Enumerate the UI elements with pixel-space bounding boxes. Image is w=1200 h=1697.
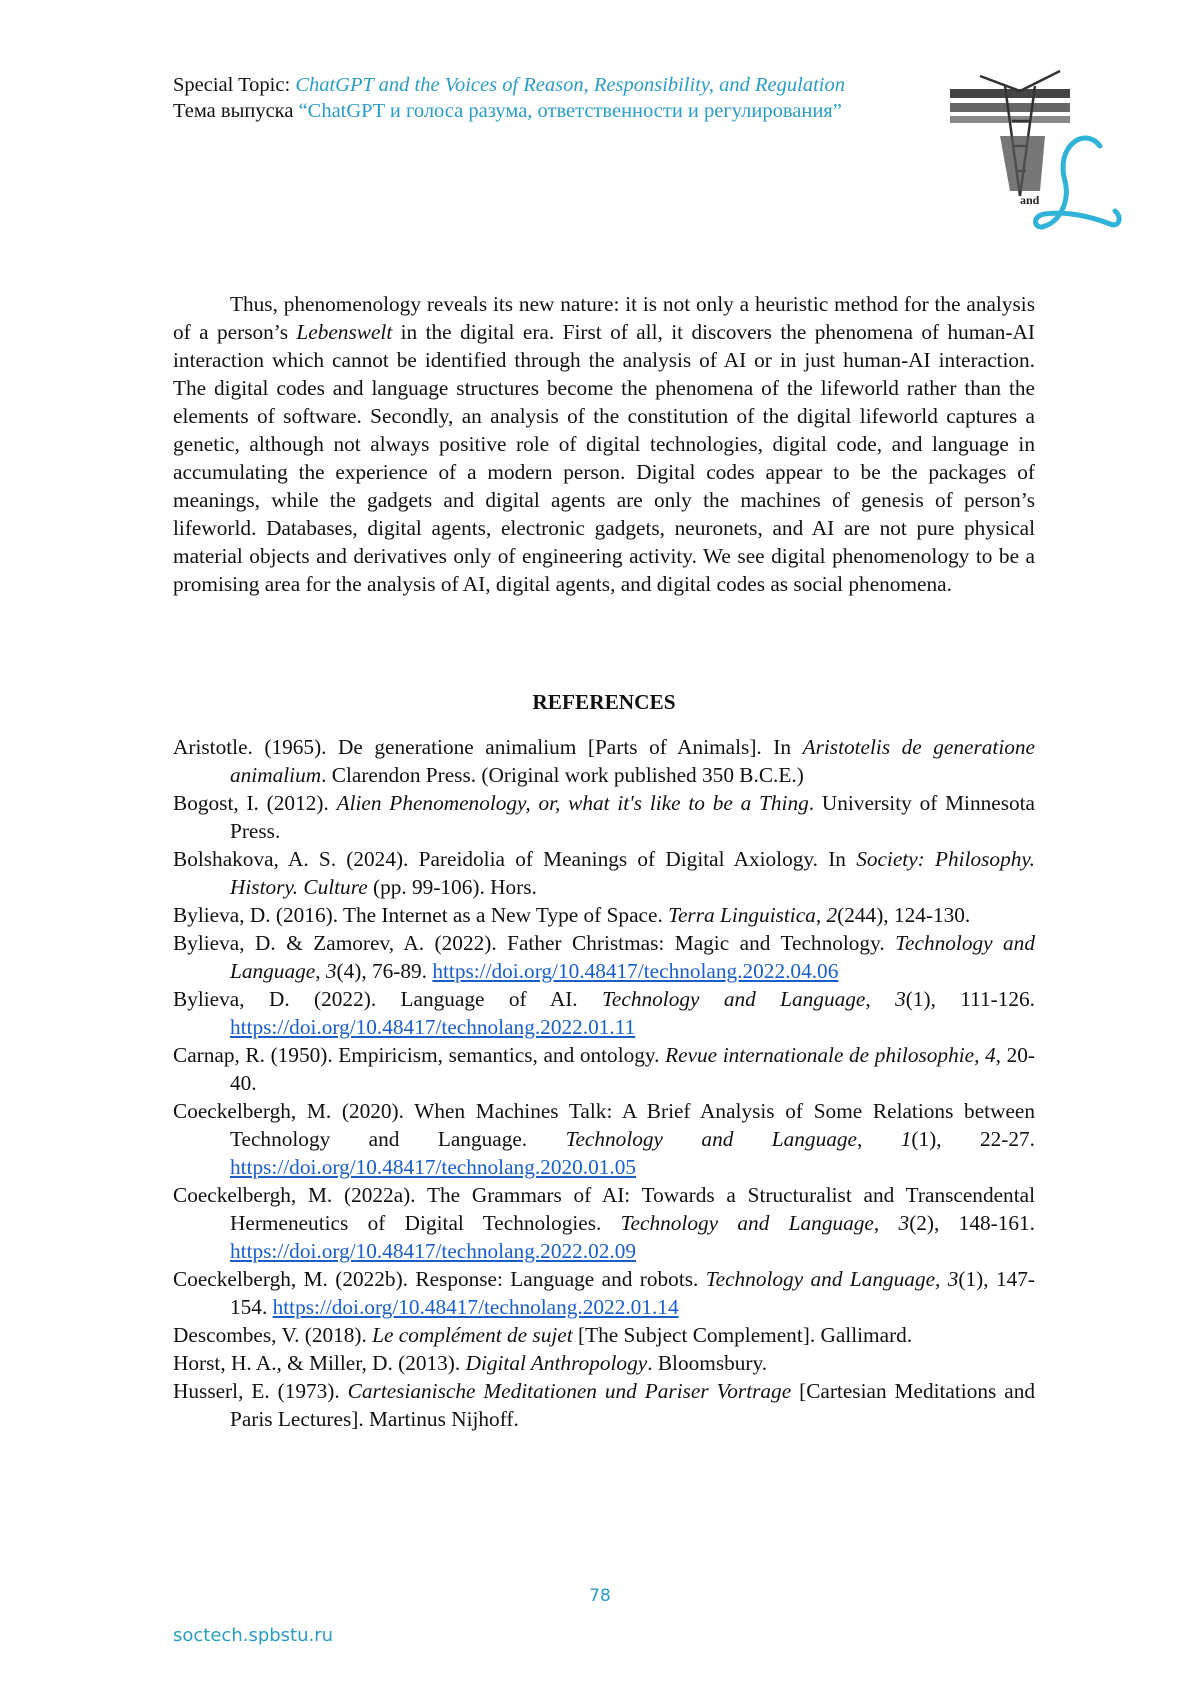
reference-item: Bylieva, D. (2016). The Internet as a New Type of Space. Terra Linguistica, 2(244), 124-130. [173, 903, 971, 927]
special-topic-title-en: ChatGPT and the Voices of Reason, Responsibility, and Regulation [295, 74, 845, 96]
reference-item: Coeckelbergh, M. (2022a). The Grammars of AI: Towards a Structuralist and Transcendental Hermeneutics of Digital Technologies. Technology and Language, 3(2), 148-161. https://doi.org/10.48417/technolang.2022.02.09 [173, 1183, 1035, 1263]
reference-item: Husserl, E. (1973). Cartesianische Meditationen und Pariser Vortrage [Cartesian Meditations and Paris Lectures]. Martinus Nijhoff. [173, 1379, 1035, 1431]
journal-header [173, 72, 845, 124]
reference-item: Coeckelbergh, M. (2020). When Machines Talk: A Brief Analysis of Some Relations between Technology and Language. Technology and Language, 1(1), 22-27. https://doi.org/10.48417/technolang.2020.01.05 [173, 1099, 1036, 1179]
doi-link[interactable]: https://doi.org/10.48417/technolang.2022.01.11 [230, 1015, 636, 1039]
doi-link[interactable]: https://doi.org/10.48417/technolang.2022.04.06 [432, 959, 839, 983]
reference-item: Descombes, V. (2018). Le complément de sujet [The Subject Complement]. Gallimard. [173, 1323, 913, 1347]
reference-item: Carnap, R. (1950). Empiricism, semantics, and ontology. Revue internationale de philosophie, 4, 20-40. [173, 1043, 1035, 1095]
doi-link[interactable]: https://doi.org/10.48417/technolang.2022.02.09 [230, 1239, 637, 1263]
references-heading: REFERENCES [532, 690, 676, 714]
reference-item: Bogost, I. (2012). Alien Phenomenology, or, what it's like to be a Thing. University of Minnesota Press. [173, 791, 1036, 843]
reference-item: Bylieva, D. (2022). Language of AI. Technology and Language, 3(1), 111-126. https://doi.org/10.48417/technolang.2022.01.11 [173, 987, 1036, 1039]
conclusion-paragraph: Thus, phenomenology reveals its new nature: it is not only a heuristic method for the analysis of a person’s Lebenswelt in the digital era. First of all, it discovers the phenomena of human-AI interaction which cannot be identified through the analysis of AI or in just human-AI interaction. The digital codes and language structures become the phenomena of the lifeworld rather than the elements of software. Secondly, an analysis of the constitution of the digital lifeworld captures a genetic, although not always positive role of digital technologies, digital code, and language in accumulating the experience of a modern person. Digital codes appear to be the packages of meanings, while the gadgets and digital agents are only the machines of genesis of person’s lifeworld. Databases, digital agents, electronic gadgets, neuronets, and AI are not pure physical material objects and derivatives only of engineering activity. We see digital phenomenology to be a promising area for the analysis of AI, digital agents, and digital codes as social phenomena. [173, 292, 1035, 596]
references-list [173, 733, 1035, 1433]
special-topic-title-ru: “ChatGPT и голоса разума, ответственности и регулирования” [298, 100, 842, 122]
doi-link[interactable]: https://doi.org/10.48417/technolang.2020.01.05 [230, 1155, 637, 1179]
journal-website: soctech.spbstu.ru [173, 1625, 334, 1646]
reference-item: Horst, H. A., & Miller, D. (2013). Digital Anthropology. Bloomsbury. [173, 1351, 768, 1375]
page-number: 78 [589, 1586, 611, 1606]
special-topic-en: Special Topic: ChatGPT and the Voices of Reason, Responsibility, and Regulation [173, 74, 845, 96]
journal-logo [950, 66, 1128, 244]
special-topic-ru: Тема выпуска “ChatGPT и голоса разума, ответственности и регулирования” [173, 100, 842, 122]
reference-item: Coeckelbergh, M. (2022b). Response: Language and robots. Technology and Language, 3(1), 147-154. https://doi.org/10.48417/technolang.2022.01.14 [173, 1267, 1035, 1319]
logo-and-text: and [1020, 193, 1040, 207]
doi-link[interactable]: https://doi.org/10.48417/technolang.2022.01.14 [272, 1295, 679, 1319]
reference-item: Aristotle. (1965). De generatione animalium [Parts of Animals]. In Aristotelis de generatione animalium. Clarendon Press. (Original work published 350 B.C.E.) [173, 735, 1036, 787]
reference-item: Bylieva, D. & Zamorev, A. (2022). Father Christmas: Magic and Technology. Technology and Language, 3(4), 76-89. https://doi.org/10.48417/technolang.2022.04.06 [173, 931, 1035, 983]
reference-item: Bolshakova, A. S. (2024). Pareidolia of Meanings of Digital Axiology. In Society: Philosophy. History. Culture (pp. 99-106). Hors. [173, 847, 1035, 899]
